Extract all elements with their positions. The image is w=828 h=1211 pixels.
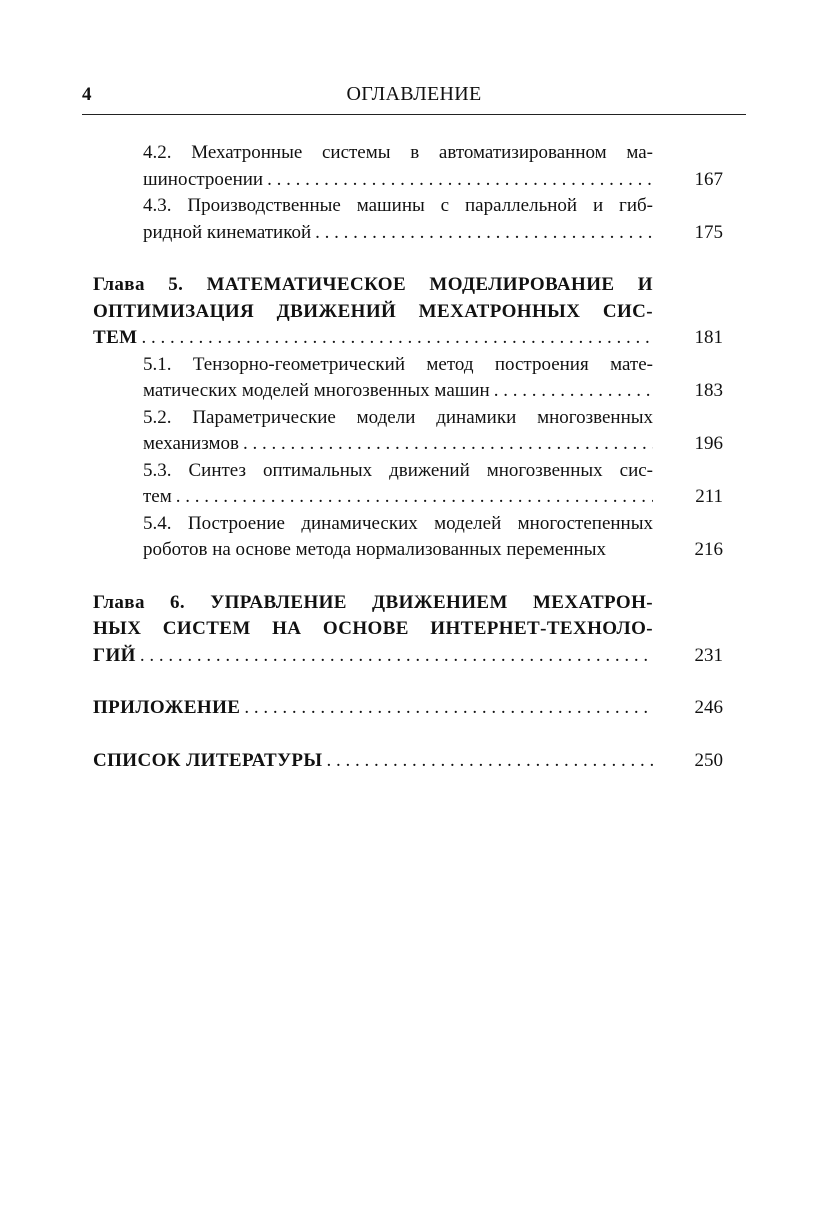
toc-entry-last-line: тем [143,486,172,507]
toc-section-entry[interactable] [93,352,723,405]
toc-section-entry[interactable] [93,511,723,564]
toc-entry-last-line: ГИЙ [93,644,136,666]
toc-entry-last-line: механизмов [143,433,239,454]
dot-leader [239,431,653,458]
toc-entry-line: 5.2. Параметрические модели динамики многозвенных [143,406,653,428]
toc-chapter-entry[interactable] [93,590,723,670]
dot-leader [311,220,653,247]
toc-entry-last-line: ТЕМ [93,327,138,348]
toc-page-number[interactable]: 231 [694,644,723,666]
toc-section-entry[interactable] [93,140,723,193]
toc-entry-last-line: роботов на основе метода нормализованных переменных [143,539,606,560]
toc-entry-line: 4.3. Производственные машины с параллельной и гиб- [143,195,653,216]
toc-page-number[interactable]: 175 [694,221,723,243]
dot-leader [490,378,653,405]
toc-entry-last-line: ПРИЛОЖЕНИЕ [93,697,241,718]
toc-section-entry[interactable] [93,458,723,511]
dot-leader [263,167,653,194]
toc-entry-line: ОПТИМИЗАЦИЯ ДВИЖЕНИЙ МЕХАТРОННЫХ СИС- [93,300,653,322]
running-header [82,80,746,112]
running-title: ОГЛАВЛЕНИЕ [346,83,482,105]
toc-entry-line: Глава 6. УПРАВЛЕНИЕ ДВИЖЕНИЕМ МЕХАТРОН- [93,591,653,613]
toc-page-number[interactable]: 246 [694,697,723,718]
toc-page-number[interactable]: 216 [694,539,723,560]
dot-leader [606,537,653,564]
toc-section-entry[interactable] [93,193,723,246]
toc-chapter-entry[interactable] [93,748,723,775]
toc-entry-line: НЫХ СИСТЕМ НА ОСНОВЕ ИНТЕРНЕТ-ТЕХНОЛО- [93,618,653,639]
toc-page-number[interactable]: 211 [695,486,723,507]
toc-page-number[interactable]: 167 [694,168,723,190]
dot-leader [172,484,653,511]
toc-entry-line: 4.2. Мехатронные системы в автоматизированном ма- [143,142,653,163]
dot-leader [240,695,653,722]
toc-chapter-entry[interactable] [93,695,723,722]
header-rule [82,114,746,115]
page-number: 4 [82,84,92,105]
toc-entry-line: 5.4. Построение динамических моделей многостепенных [143,512,653,534]
dot-leader [137,325,653,352]
toc-page-number[interactable]: 196 [694,433,723,454]
toc-page-number[interactable]: 181 [694,327,723,348]
toc-page-number[interactable]: 250 [694,749,723,771]
dot-leader [136,643,653,670]
toc-page-number[interactable]: 183 [694,380,723,401]
toc-entry-last-line: шиностроении [143,168,264,190]
toc-chapter-entry[interactable] [93,272,723,352]
toc-entry-last-line: матических моделей многозвенных машин [143,380,490,401]
toc-entry-last-line: ридной кинематикой [143,221,312,243]
toc-entry-line: 5.1. Тензорно-геометрический метод построения мате- [143,353,653,375]
table-of-contents [93,140,723,774]
toc-entry-last-line: СПИСОК ЛИТЕРАТУРЫ [93,749,323,771]
toc-entry-line: 5.3. Синтез оптимальных движений многозвенных сис- [143,459,653,481]
dot-leader [323,748,654,775]
toc-section-entry[interactable] [93,405,723,458]
toc-entry-line: Глава 5. МАТЕМАТИЧЕСКОЕ МОДЕЛИРОВАНИЕ И [93,274,653,295]
